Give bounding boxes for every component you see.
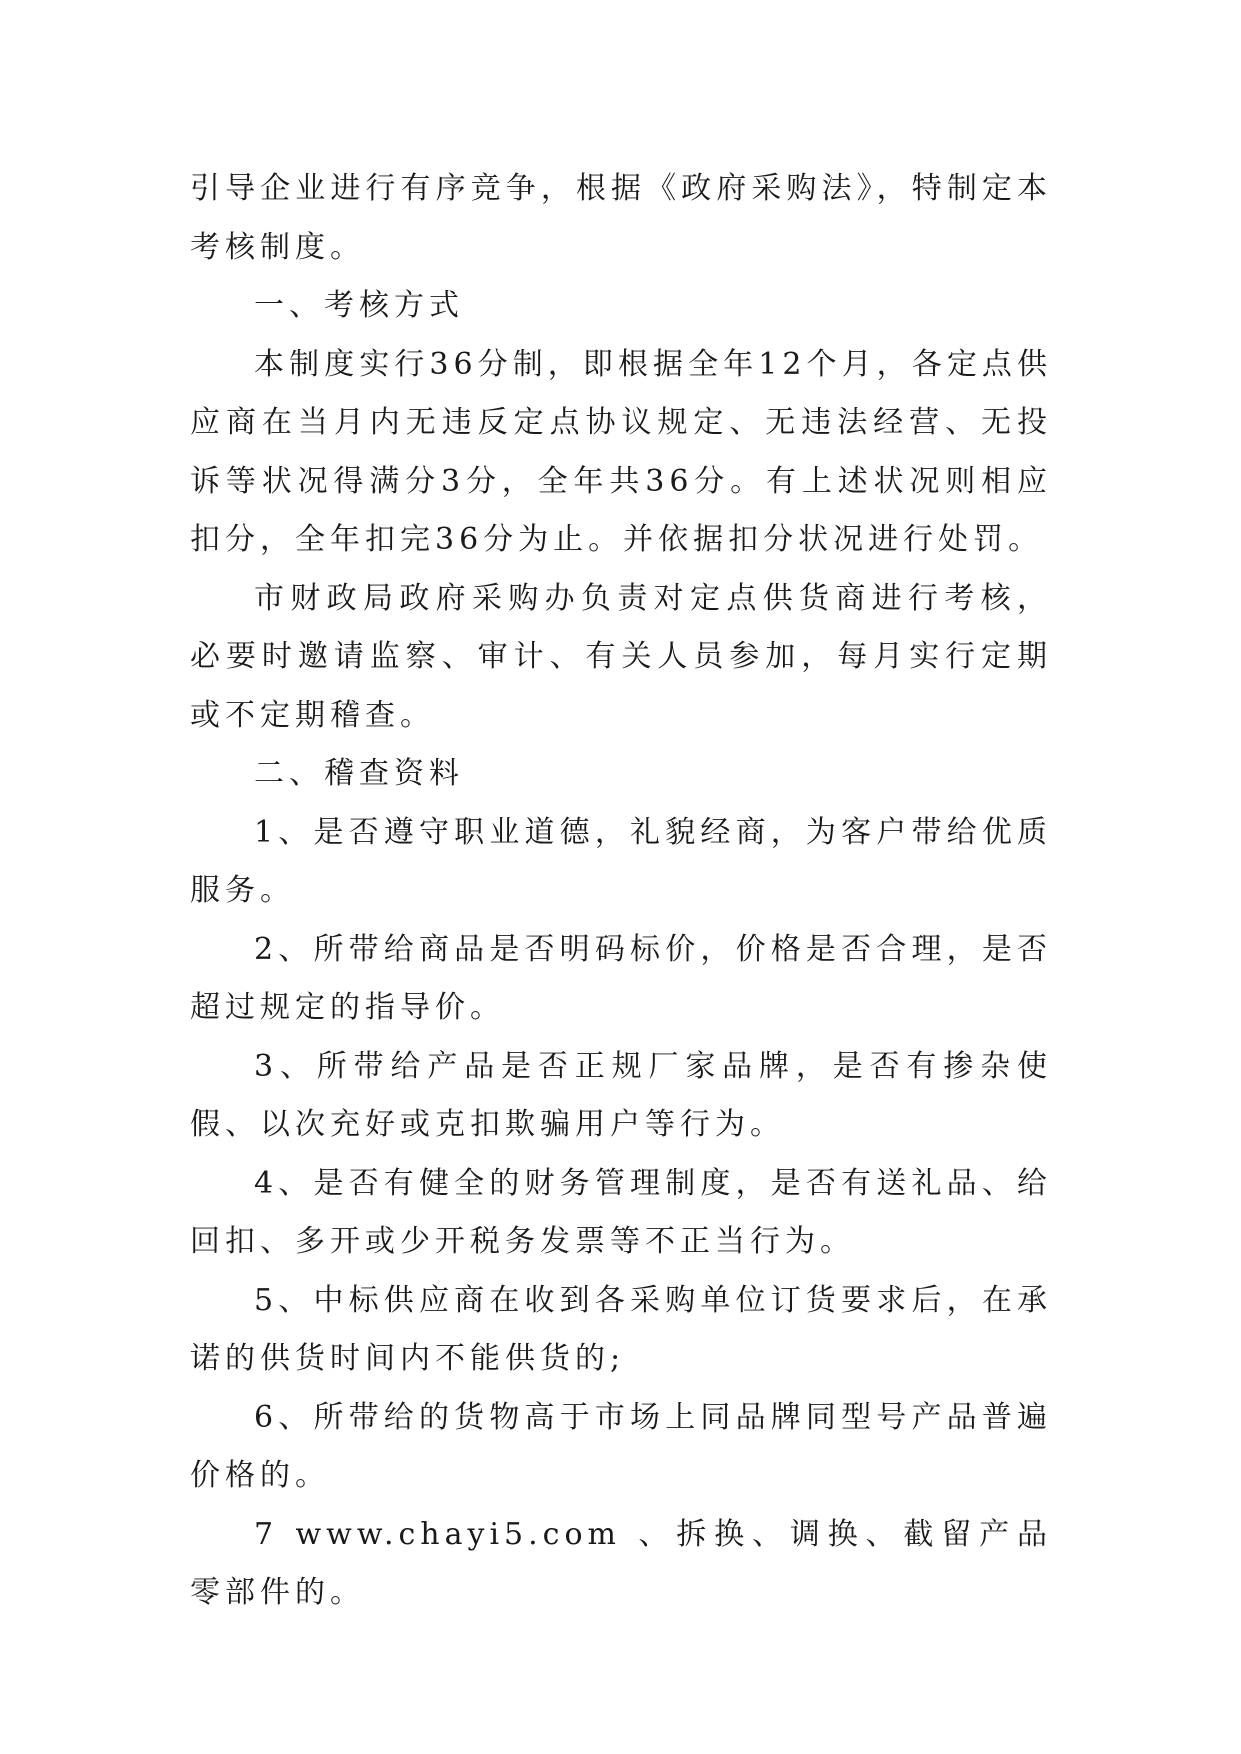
list-item-7: 7 www.chayi5.com 、拆换、调换、截留产品零部件的。 — [190, 1516, 1052, 1610]
list-item-2: 2、所带给商品是否明码标价，价格是否合理，是否超过规定的指导价。 — [190, 931, 1052, 1025]
paragraph-intro-continued: 引导企业进行有序竞争，根据《政府采购法》，特制定本考核制度。 — [190, 171, 1052, 265]
paragraph-scoring-system: 本制度实行36分制，即根据全年12个月，各定点供应商在当月内无违反定点协议规定、无违法经营、无投诉等状况得满分3分，全年共36分。有上述状况则相应扣分，全年扣完36分为止。并依据扣分状况进行处罚。 — [190, 346, 1052, 557]
document-body — [190, 160, 1052, 1623]
list-item-1: 1、是否遵守职业道德，礼貌经商，为客户带给优质服务。 — [190, 814, 1052, 908]
list-item-5: 5、中标供应商在收到各采购单位订货要求后，在承诺的供货时间内不能供货的; — [190, 1282, 1052, 1376]
section-heading-assessment-method: 一、考核方式 — [254, 288, 464, 323]
section-heading-inspection-materials: 二、稽查资料 — [254, 756, 464, 791]
paragraph-inspection-responsibility: 市财政局政府采购办负责对定点供货商进行考核，必要时邀请监察、审计、有关人员参加，每月实行定期或不定期稽查。 — [190, 580, 1052, 733]
list-item-3: 3、所带给产品是否正规厂家品牌，是否有掺杂使假、以次充好或克扣欺骗用户等行为。 — [190, 1048, 1052, 1142]
list-item-6: 6、所带给的货物高于市场上同品牌同型号产品普遍价格的。 — [190, 1399, 1052, 1493]
list-item-4: 4、是否有健全的财务管理制度，是否有送礼品、给回扣、多开或少开税务发票等不正当行为。 — [190, 1165, 1052, 1259]
